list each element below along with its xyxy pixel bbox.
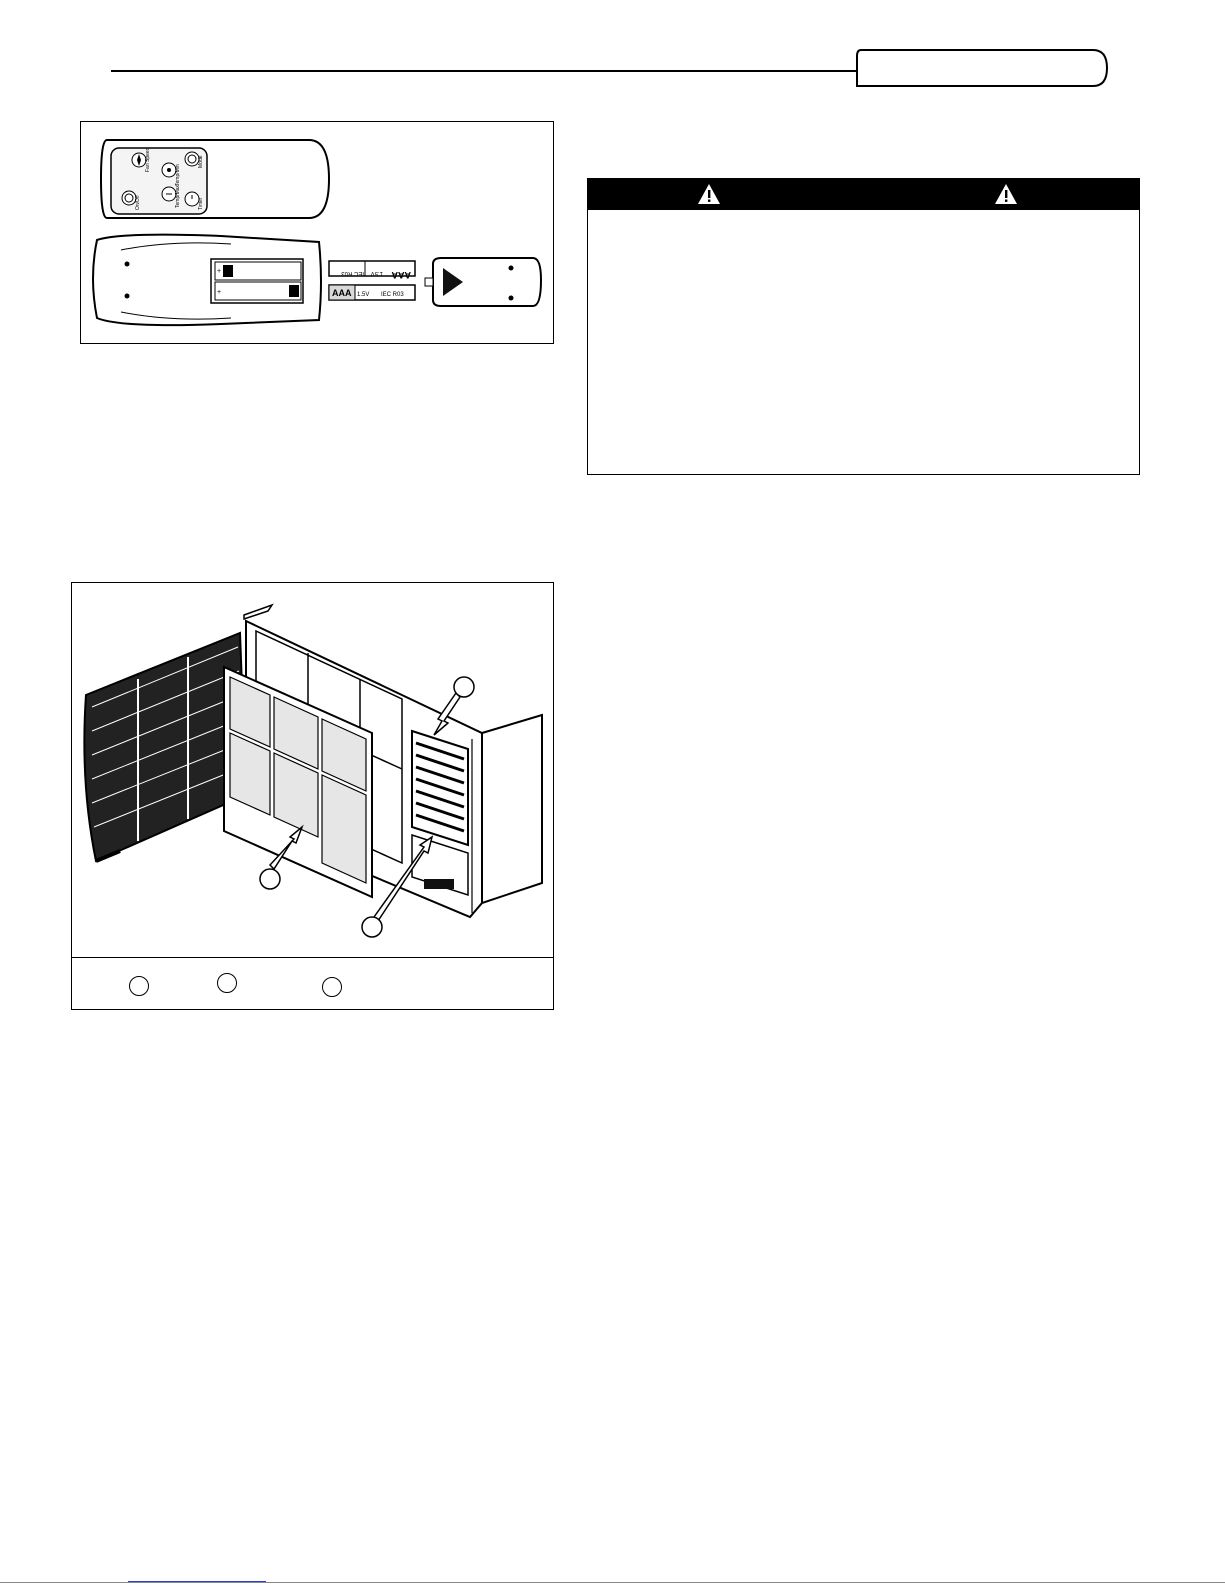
front-grille-door bbox=[84, 633, 246, 861]
legend-marker-3 bbox=[322, 977, 342, 997]
figure-legend bbox=[72, 957, 553, 1010]
battery-bottom-voltage: 1.5V bbox=[357, 292, 370, 298]
mode-icon bbox=[185, 152, 199, 166]
legend-marker-1 bbox=[129, 976, 149, 996]
warning-header-bar bbox=[588, 179, 1139, 210]
battery-top-code: IEC R03 bbox=[341, 270, 364, 276]
footer-rule bbox=[0, 1582, 1225, 1583]
battery-top-type: AAA bbox=[391, 270, 411, 280]
air-discharge-louvers bbox=[412, 731, 468, 895]
button-label-on-off: On/Off bbox=[135, 195, 141, 210]
air-filter-illustration bbox=[72, 583, 553, 957]
callout-2-marker bbox=[260, 869, 280, 889]
svg-text:+: + bbox=[217, 268, 222, 275]
warning-box bbox=[587, 178, 1140, 475]
remote-control-illustration bbox=[81, 122, 553, 343]
header-rule bbox=[111, 70, 856, 72]
button-label-timer: Timer bbox=[198, 197, 204, 210]
remote-control-figure bbox=[80, 121, 554, 344]
button-label-fan-speed: Fan Speed bbox=[145, 147, 151, 172]
footer-link-underline[interactable] bbox=[128, 1581, 266, 1582]
power-icon bbox=[122, 191, 136, 205]
temp-minus-icon bbox=[162, 163, 176, 177]
section-tab bbox=[855, 46, 1109, 90]
temp-plus-icon bbox=[162, 187, 176, 201]
callout-3-marker bbox=[362, 917, 382, 937]
battery-bottom-type: AAA bbox=[332, 288, 352, 298]
fan-speed-icon bbox=[132, 153, 146, 167]
callout-1-marker bbox=[454, 677, 474, 697]
button-label-temp-min: Temp/Min bbox=[175, 164, 181, 186]
svg-text:+: + bbox=[217, 289, 222, 296]
warning-triangle-icon bbox=[994, 183, 1018, 205]
battery-bottom bbox=[329, 285, 415, 300]
battery-top-voltage: 1.5V bbox=[370, 270, 383, 276]
air-filter-figure bbox=[71, 582, 554, 1010]
button-label-mode: Mode bbox=[198, 155, 204, 168]
battery-top bbox=[329, 261, 415, 280]
remote-front bbox=[101, 140, 329, 218]
battery-cover bbox=[425, 258, 541, 306]
button-label-temp-max: Temp/Max bbox=[175, 184, 181, 208]
legend-marker-2 bbox=[217, 973, 237, 993]
battery-bottom-code: IEC R03 bbox=[381, 292, 404, 298]
warning-triangle-icon bbox=[697, 183, 721, 205]
timer-icon bbox=[185, 192, 199, 206]
remote-back bbox=[93, 235, 321, 325]
